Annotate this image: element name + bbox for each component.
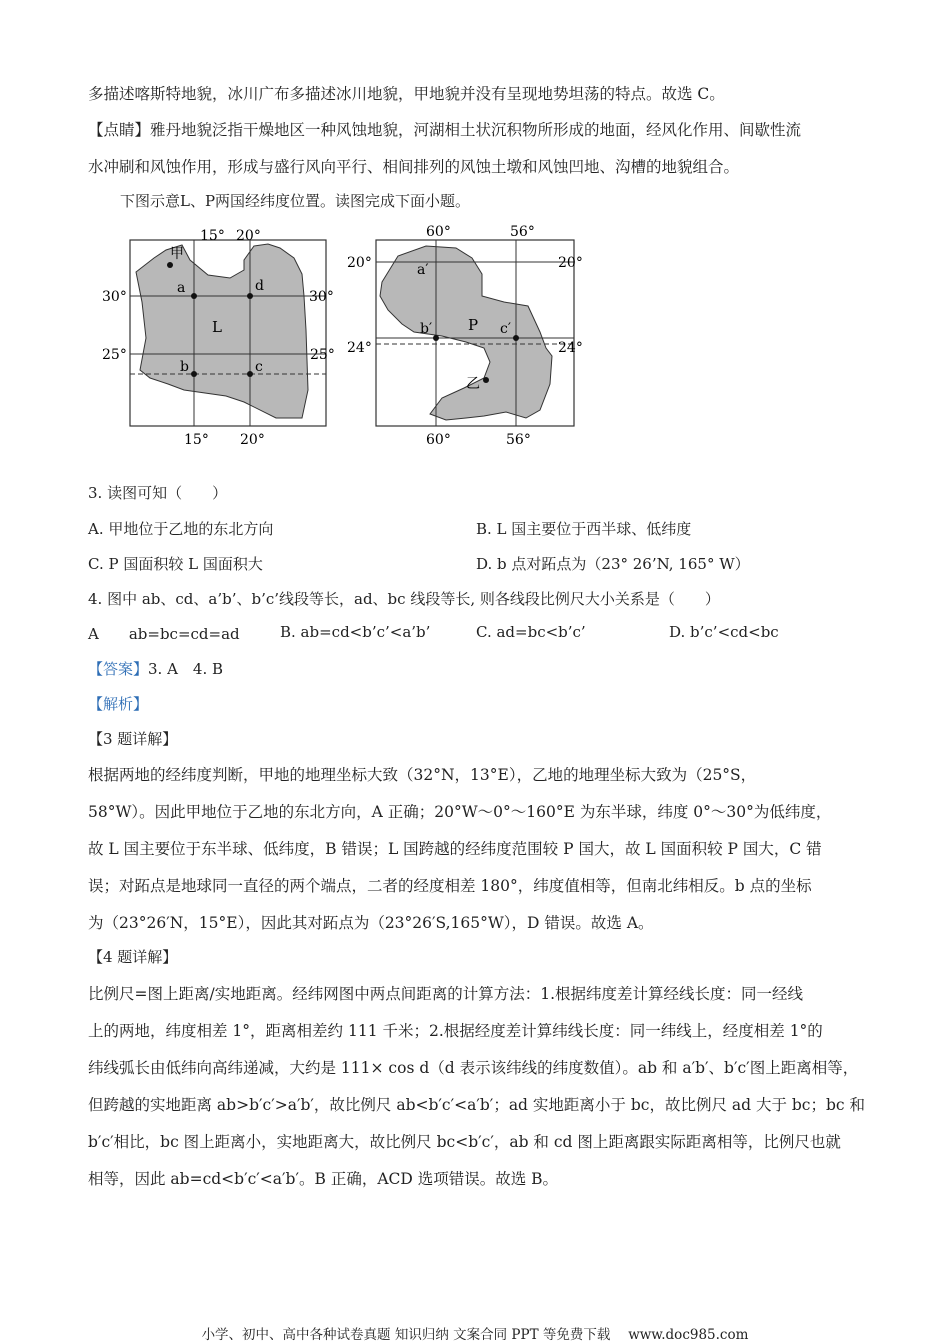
lat-label: 20° xyxy=(558,255,583,271)
text-line: 【点睛】雅丹地貌泛指干燥地区一种风蚀地貌，河湖相土状沉积物所形成的地面，经风化作用、间歇性流 xyxy=(88,121,802,139)
point-label: 甲 xyxy=(170,246,184,262)
lon-label: 20° xyxy=(240,432,265,448)
lon-label: 56° xyxy=(510,224,535,240)
q4-heading: 【4 题详解】 xyxy=(88,948,178,966)
text-line: 比例尺=图上距离/实地距离。经纬网图中两点间距离的计算方法：1.根据纬度差计算经线长度：同一经线 xyxy=(88,985,804,1003)
analysis-label: 【解析】 xyxy=(88,695,149,713)
text-line: 误；对跖点是地球同一直径的两个端点，二者的经度相差 180°，纬度值相等，但南北纬相反。b 点的坐标 xyxy=(88,877,812,895)
lat-label: 20° xyxy=(347,255,372,271)
answer-text: 3. A 4. B xyxy=(148,660,224,678)
point-label: b xyxy=(180,359,189,375)
point-label: b′ xyxy=(420,321,433,337)
lon-label: 20° xyxy=(236,228,261,244)
lon-label: 60° xyxy=(426,432,451,448)
text-line: 多描述喀斯特地貌，冰川广布多描述冰川地貌，甲地貌并没有呈现地势坦荡的特点。故选 C。 xyxy=(88,85,725,103)
q4-option-b: B. ab=cd<b’c’<a’b’ xyxy=(280,623,431,641)
q3-stem: 3. 读图可知（ ） xyxy=(88,484,228,502)
q3-heading: 【3 题详解】 xyxy=(88,730,178,748)
point-label: c′ xyxy=(500,321,512,337)
text-line: 上的两地，纬度相差 1°，距离相差约 111 千米；2.根据经度差计算纬线长度：同一纬线上，经度相差 1°的 xyxy=(88,1022,823,1040)
point-label: c xyxy=(255,359,263,375)
lat-label: 24° xyxy=(558,340,583,356)
text-line: 相等，因此 ab=cd<b′c′<a′b′。B 正确，ACD 选项错误。故选 B。 xyxy=(88,1170,559,1188)
answer-label: 【答案】 xyxy=(88,660,149,678)
lat-label: 30° xyxy=(102,289,127,305)
country-label: P xyxy=(468,316,479,334)
lon-label: 60° xyxy=(426,224,451,240)
page-footer: 小学、初中、高中各种试卷真题 知识归纳 文案合同 PPT 等免费下载 www.doc985.com xyxy=(201,1327,749,1343)
country-label: L xyxy=(212,318,222,336)
lat-label: 25° xyxy=(102,347,127,363)
text-line: 根据两地的经纬度判断，甲地的地理坐标大致（32°N，13°E），乙地的地理坐标大致为（25°S， xyxy=(88,766,757,784)
text-line: b′c′相比，bc 图上距离小，实地距离大，故比例尺 bc<b′c′，ab 和 cd 图上距离跟实际距离相等，比例尺也就 xyxy=(88,1133,841,1151)
lon-label: 15° xyxy=(184,432,209,448)
text-line: 但跨越的实地距离 ab>b′c′>a′b′，故比例尺 ab<b′c′<a′b′；ad 实地距离小于 bc，故比例尺 ad 大于 bc；bc 和 xyxy=(88,1096,866,1114)
q4-option-a: A ab=bc=cd=ad xyxy=(88,625,240,643)
lon-label: 15° xyxy=(200,228,225,244)
q3-option-a: A. 甲地位于乙地的东北方向 xyxy=(88,520,274,538)
text-line: 58°W）。因此甲地位于乙地的东北方向，A 正确；20°W～0°～160°E 为东半球，纬度 0°～30°为低纬度， xyxy=(88,803,832,821)
text-line: 故 L 国主要位于东半球、低纬度，B 错误；L 国跨越的经纬度范围较 P 国大，故 L 国面积较 P 国大，C 错 xyxy=(88,840,822,858)
point-label: a′ xyxy=(417,262,429,278)
point-label: 乙 xyxy=(466,376,480,392)
lon-label: 56° xyxy=(506,432,531,448)
text-line: 为（23°26′N，15°E），因此其对跖点为（23°26′S,165°W），D 错误。故选 A。 xyxy=(88,914,654,932)
q3-option-b: B. L 国主要位于西半球、低纬度 xyxy=(476,520,692,538)
figure-intro: 下图示意L、P两国经纬度位置。读图完成下面小题。 xyxy=(120,192,471,210)
q4-option-c: C. ad=bc<b’c’ xyxy=(476,623,586,641)
lat-label: 30° xyxy=(309,289,334,305)
q4-option-d: D. b’c’<cd<bc xyxy=(669,623,779,641)
point-label: d xyxy=(255,278,264,294)
answer-row xyxy=(88,658,223,679)
lat-label: 25° xyxy=(310,347,335,363)
map-figure xyxy=(102,220,596,454)
q4-stem: 4. 图中 ab、cd、a’b’、b’c’线段等长，ad、bc 线段等长, 则各线段比例尺大小关系是（ ） xyxy=(88,590,720,608)
map-p xyxy=(347,224,583,448)
map-l xyxy=(102,228,335,448)
q3-option-d: D. b 点对跖点为（23° 26’N, 165° W） xyxy=(476,555,750,573)
text-line: 水冲刷和风蚀作用，形成与盛行风向平行、相间排列的风蚀土墩和风蚀凹地、沟槽的地貌组合。 xyxy=(88,158,740,176)
text-line: 纬线弧长由低纬向高纬递减，大约是 111× cos d（d 表示该纬线的纬度数值）。ab 和 a′b′、b′c′图上距离相等， xyxy=(88,1059,859,1077)
point-label: a xyxy=(177,280,186,296)
q3-option-c: C. P 国面积较 L 国面积大 xyxy=(88,555,263,573)
lat-label: 24° xyxy=(347,340,372,356)
